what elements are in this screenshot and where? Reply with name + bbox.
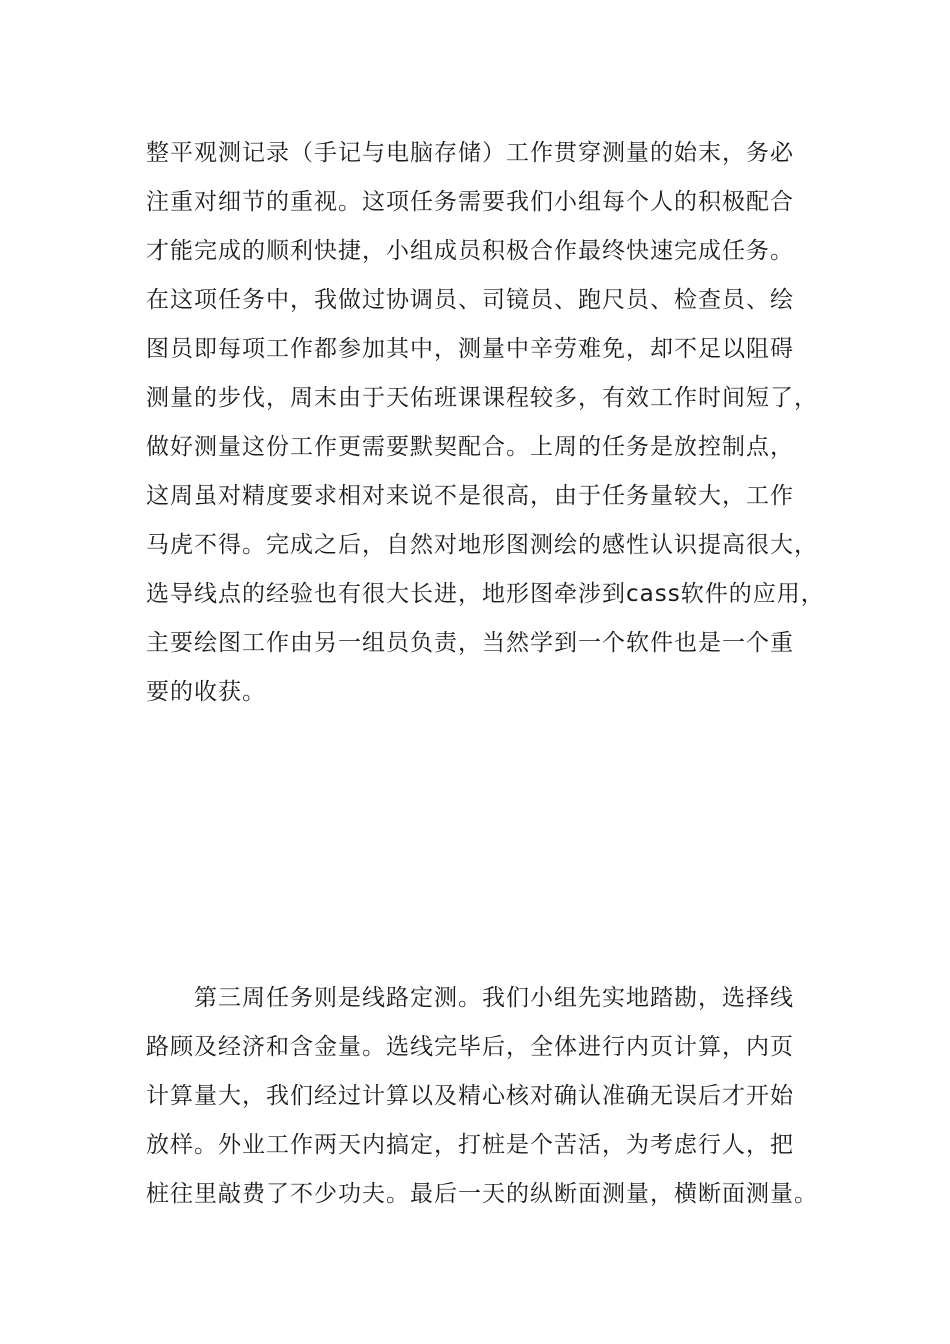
text-line: 整平观测记录（手记与电脑存储）工作贯穿测量的始末，务必 xyxy=(146,140,794,166)
text-line: 做好测量这份工作更需要默契配合。上周的任务是放控制点， xyxy=(146,434,794,460)
paragraph-2 xyxy=(146,974,846,1219)
text-line: 图员即每项工作都参加其中，测量中辛劳难免，却不足以阻碍 xyxy=(146,336,794,362)
text-line: 计算量大，我们经过计算以及精心核对确认准确无误后才开始 xyxy=(146,1083,794,1109)
text-line: 测量的步伐，周末由于天佑班课课程较多，有效工作时间短了， xyxy=(146,385,818,411)
text-line: 这周虽对精度要求相对来说不是很高，由于任务量较大，工作 xyxy=(146,483,794,509)
text-line: 马虎不得。完成之后，自然对地形图测绘的感性认识提高很大， xyxy=(146,532,818,558)
text-line: 主要绘图工作由另一组员负责，当然学到一个软件也是一个重 xyxy=(146,630,794,656)
text-line: 才能完成的顺利快捷，小组成员积极合作最终快速完成任务。 xyxy=(146,238,794,264)
text-line: 选导线点的经验也有很大长进，地形图牵涉到cass软件的应用， xyxy=(146,581,825,607)
text-line: 在这项任务中，我做过协调员、司镜员、跑尺员、检查员、绘 xyxy=(146,287,794,313)
text-line: 放样。外业工作两天内搞定，打桩是个苦活，为考虑行人，把 xyxy=(146,1132,794,1158)
paragraph-1 xyxy=(146,129,846,717)
text-line: 第三周任务则是线路定测。我们小组先实地踏勘，选择线 xyxy=(146,985,794,1011)
text-line: 路顾及经济和含金量。选线完毕后，全体进行内页计算，内页 xyxy=(146,1034,794,1060)
text-line: 桩往里敲费了不少功夫。最后一天的纵断面测量，横断面测量。 xyxy=(146,1181,818,1207)
text-line: 要的收获。 xyxy=(146,679,266,705)
text-line: 注重对细节的重视。这项任务需要我们小组每个人的积极配合 xyxy=(146,189,794,215)
